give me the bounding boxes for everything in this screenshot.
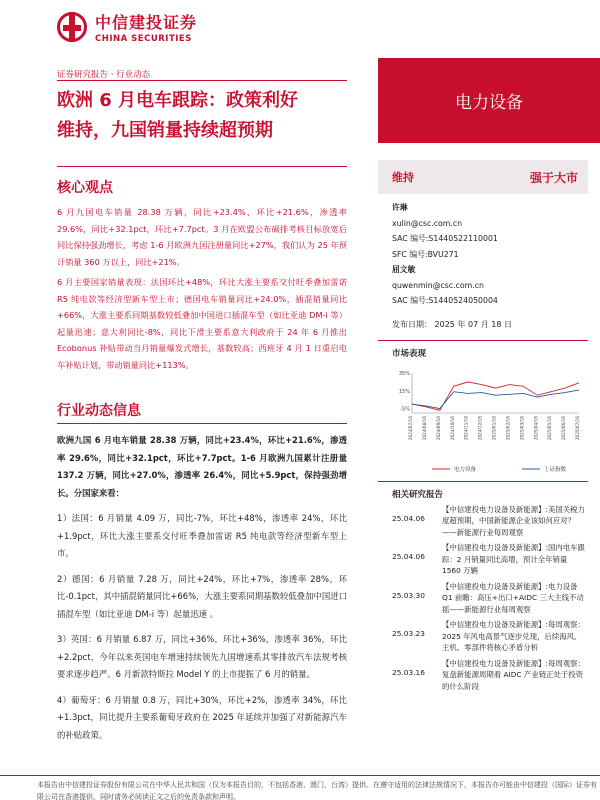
divider [57, 80, 347, 81]
analyst-list [378, 194, 588, 315]
x-tick-label: 2025/02/16 [505, 415, 511, 440]
series-line [412, 381, 579, 409]
report-title[interactable]: 【中信建投电力设备及新能源】:电力设备 Q1 前瞻：高压+出口+AIDC 三大主线不动摇——新能源行业每周观察 [442, 581, 584, 614]
report-title[interactable]: 【中信建投电力设备及新能源】:每周观察：复盘新能源周期看 AIDC 产业链正处于投资的什么阶段 [442, 658, 585, 691]
industry-news-heading: 行业动态信息 [57, 403, 141, 419]
x-tick-label: 2025/04/16 [533, 415, 539, 440]
industry-news-body [57, 432, 347, 752]
report-date: 25.04.06 [392, 513, 425, 523]
x-tick-label: 2025/05/16 [547, 415, 553, 440]
x-tick-label: 2024/10/16 [449, 415, 455, 440]
related-report-item[interactable] [378, 504, 588, 539]
legend-label: 电力设备 [454, 466, 477, 473]
core-views-heading: 核心观点 [57, 180, 113, 196]
core-paragraph: 6 月九国电车销量 28.38 万辆，同比+23.4%，环比+21.6%，渗透率 29.6%，同比+32.1pct，环比+7.7pct。3 月在欧盟公布碳排考核目标放宽后同比保持强劲增长，考虑 1-6 月欧洲九国注册量同比+27%，我们认为 25 年预计销量 360 万以上，同比+21%。 [57, 207, 347, 267]
x-tick-label: 2025/01/16 [491, 415, 497, 440]
rating-value: 强于大市 [529, 170, 578, 185]
title-line-1: 欧洲 6 月电车跟踪：政策利好 [57, 90, 299, 111]
x-tick-label: 2024/09/16 [435, 415, 441, 440]
report-category: 证券研究报告 · 行业动态 [57, 70, 151, 80]
logo-english-name: CHINA SECURITIES [95, 34, 192, 44]
x-tick-label: 2025/07/16 [575, 415, 580, 440]
analyst-sac: SAC 编号:S1440524050004 [392, 296, 498, 305]
rating-bar [378, 160, 588, 194]
analyst-name: 屈文敏 [392, 265, 416, 274]
industry-lead-paragraph: 欧洲九国 6 月电车销量 28.38 万辆，同比+23.4%，环比+21.6%，渗透率 29.6%，同比+32.1pct，环比+7.7pct。1-6 月欧洲九国累计注册量 137.2 万辆，同比+27.0%，渗透率 26.4%，同比+5.9pct，保持强劲增长。分国家来看： [57, 435, 347, 498]
related-reports-list [378, 504, 588, 693]
x-tick-label: 2024/11/16 [463, 415, 469, 440]
analyst-email[interactable]: xulin@csc.com.cn [392, 218, 463, 228]
company-logo [57, 10, 197, 44]
x-tick-label: 2024/08/16 [421, 415, 427, 440]
title-line-2: 维持，九国销量持续超预期 [57, 120, 273, 141]
report-title[interactable]: 【中信建投电力设备及新能源】:美国关税力度超预期，中国新能源企业该如何应对？ ——新能源行业每周观察 [442, 504, 585, 537]
industry-paragraph: 4）葡萄牙：6 月销量 0.8 万，同比+30%，环比+2%，渗透率 34%，环比+1.3pct，同比提升主要系葡萄牙政府在 2025 年延续并加强了对新能源汽车的补贴政策。 [57, 694, 347, 740]
analyst-sac: SAC 编号:S1440522110001 [392, 234, 498, 243]
related-report-item[interactable] [378, 658, 588, 693]
y-tick-label: 35% [398, 370, 410, 377]
company-logo-mark [57, 12, 87, 42]
industry-paragraph: 2）德国：6 月销量 7.28 万，同比+24%，环比+7%，渗透率 28%，环比-0.1pct，其中插混销量同比+66%，大涨主要系同期基数较低叠加中国进口插混车型（如比亚迪 DM-i 等）起量迅速 。 [57, 573, 347, 619]
report-title[interactable]: 【中信建投电力设备及新能源】:每周观察：2025 年风电高景气逐步兑现，后续海风、主机、零部件将核心矛盾分析 [442, 620, 585, 652]
divider [0, 775, 600, 776]
x-tick-label: 2025/03/16 [519, 415, 525, 440]
core-paragraph: 6 月主要国家销量表现：法国环比+48%，环比大涨主要系交付旺季叠加雷诺 R5 纯电款等经济型新车型上市；德国电车销量同比+24.0%，插混销量同比+66%，大涨主要系同期基数较低叠加中国进口插混车型（如比亚迪 DM-i 等）起量迅速；意大利同比-8%，同比下滑主要系意大利政府于 24 年 6 月推出 Ecobonus 补贴带动当月销量爆发式增长，基数较高；西班牙 4 月 1 日重启电车补贴计划，带动销量同比+113%。 [57, 277, 347, 370]
y-tick-label: -5% [400, 406, 410, 413]
logo-text [95, 10, 197, 44]
related-reports-heading: 相关研究报告 [392, 489, 444, 500]
market-performance-heading: 市场表现 [392, 348, 427, 359]
analyst-sfc: SFC 编号:BVU271 [392, 249, 459, 259]
industry-paragraph: 1）法国：6 月销量 4.09 万，同比-7%，环比+48%，渗透率 24%，环比+1.9pct，环比大涨主要系交付旺季叠加雷诺 R5 纯电款等经济型新车型上市。 [57, 513, 347, 558]
page-title [57, 86, 357, 146]
related-report-item[interactable] [378, 581, 588, 616]
report-date: 25.03.23 [392, 629, 425, 638]
y-tick-label: 15% [398, 388, 410, 395]
publish-date: 发布日期： 2025 年 07 月 18 日 [392, 319, 512, 329]
rating-action: 维持 [392, 171, 414, 184]
analyst-email[interactable]: quwenmin@csc.com.cn [392, 280, 484, 290]
disclaimer-footer: 本报告由中信建投证券股份有限公司在中华人民共和国（仅为本报告目的，不包括香港、澳门、台湾）提供。在遵守适用的法律法规情况下，本报告亦可能由中信建投（国际）证券有限公司在香港提供。同时请务必阅读正文之后的免责条款和声明。 [37, 781, 597, 800]
related-report-item[interactable] [378, 619, 588, 654]
industry-paragraph: 3）英国：6 月销量 6.87 万，同比+36%，环比+36%，渗透率 36%，环比+2.2pct，今年以来英国电车增速持续领先九国增速系其零排放汽车法规考核要求逐步趋严。6 月新款特斯拉 Model Y 的上市提振了 6 月的销量。 [57, 634, 347, 679]
report-date: 25.03.16 [392, 667, 425, 677]
sidebar [378, 160, 588, 696]
x-tick-label: 2024/12/16 [477, 415, 483, 440]
report-date: 25.03.30 [392, 590, 425, 600]
core-views-body [57, 204, 347, 377]
divider [57, 166, 347, 167]
x-tick-label: 2024/07/16 [408, 415, 413, 440]
legend-label: 上证指数 [544, 466, 567, 473]
market-chart-svg [392, 365, 587, 475]
report-date: 25.04.06 [392, 552, 425, 561]
market-chart [392, 365, 587, 475]
series-line [412, 389, 579, 408]
sector-label: 电力设备 [378, 58, 600, 143]
x-tick-label: 2025/06/16 [561, 415, 567, 440]
divider [57, 423, 347, 424]
related-report-item[interactable] [378, 542, 588, 577]
analyst-name: 许琳 [392, 203, 408, 212]
report-title[interactable]: 【中信建投电力设备及新能源】:国内电车跟踪：2 月销量同比高增，预计全年销量 1560 万辆 [442, 543, 585, 575]
logo-chinese-name: 中信建投证券 [95, 13, 198, 32]
